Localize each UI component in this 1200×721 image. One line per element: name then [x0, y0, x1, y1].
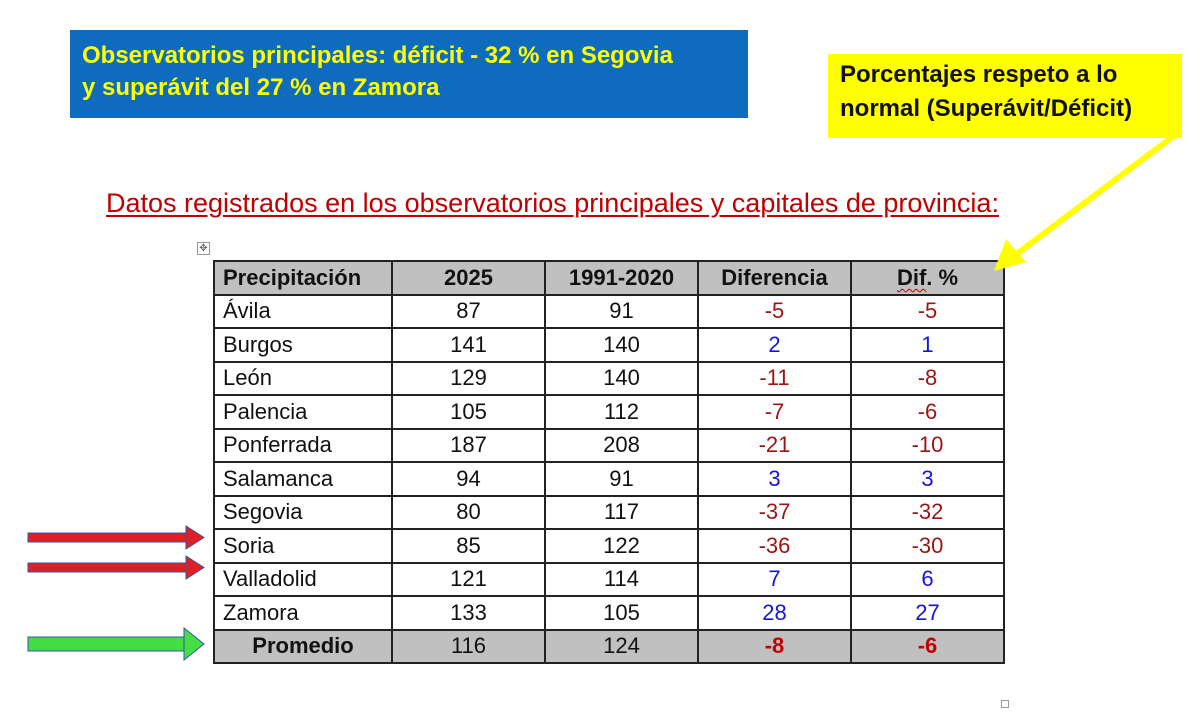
value-dif-pct: 27 [851, 596, 1004, 630]
value-diferencia: -7 [698, 395, 851, 429]
value-2025: 141 [392, 328, 545, 362]
value-normal: 105 [545, 596, 698, 630]
value-normal: 91 [545, 295, 698, 329]
value-diferencia: -21 [698, 429, 851, 463]
note-line-2: normal (Superávit/Déficit) [840, 95, 1133, 122]
value-dif-pct: 6 [851, 563, 1004, 597]
value-dif-pct: 3 [851, 462, 1004, 496]
value-dif-pct: -5 [851, 295, 1004, 329]
average-dif-pct: -6 [851, 630, 1004, 664]
station-name: Zamora [214, 596, 392, 630]
value-diferencia: 7 [698, 563, 851, 597]
value-dif-pct: -10 [851, 429, 1004, 463]
value-dif-pct: -32 [851, 496, 1004, 530]
table-subtitle: Datos registrados en los observatorios principales y capitales de provincia: [106, 188, 999, 218]
value-diferencia: 2 [698, 328, 851, 362]
value-diferencia: -11 [698, 362, 851, 396]
deficit-arrow-icon-segovia [28, 526, 204, 549]
note-line-1: Porcentajes respeto a lo [840, 61, 1118, 88]
average-label: Promedio [214, 630, 392, 664]
value-dif-pct: -6 [851, 395, 1004, 429]
header-2025: 2025 [392, 261, 545, 295]
value-diferencia: 28 [698, 596, 851, 630]
value-diferencia: 3 [698, 462, 851, 496]
station-name: Ponferrada [214, 429, 392, 463]
headline-line-2: y superávit del 27 % en Zamora [82, 74, 440, 101]
value-normal: 117 [545, 496, 698, 530]
value-diferencia: -37 [698, 496, 851, 530]
value-dif-pct: -8 [851, 362, 1004, 396]
value-normal: 122 [545, 529, 698, 563]
value-2025: 87 [392, 295, 545, 329]
header-dif-prefix: Dif [896, 264, 927, 290]
header-dif-suffix: . % [926, 264, 959, 290]
value-diferencia: -36 [698, 529, 851, 563]
value-normal: 208 [545, 429, 698, 463]
value-2025: 129 [392, 362, 545, 396]
surplus-arrow-icon-zamora [28, 628, 204, 660]
station-name: Valladolid [214, 563, 392, 597]
value-2025: 133 [392, 596, 545, 630]
value-2025: 80 [392, 496, 545, 530]
average-diferencia: -8 [698, 630, 851, 664]
value-2025: 187 [392, 429, 545, 463]
value-2025: 94 [392, 462, 545, 496]
station-name: Salamanca [214, 462, 392, 496]
deficit-arrow-icon-soria [28, 556, 204, 579]
value-normal: 112 [545, 395, 698, 429]
value-2025: 105 [392, 395, 545, 429]
value-normal: 140 [545, 328, 698, 362]
value-normal: 91 [545, 462, 698, 496]
average-normal: 124 [545, 630, 698, 664]
station-name: Ávila [214, 295, 392, 329]
value-dif-pct: 1 [851, 328, 1004, 362]
headline-line-1: Observatorios principales: déficit - 32 % en Segovia [82, 42, 673, 69]
table-move-handle-icon[interactable]: ✥ [197, 242, 210, 255]
station-name: León [214, 362, 392, 396]
value-2025: 121 [392, 563, 545, 597]
station-name: Palencia [214, 395, 392, 429]
average-2025: 116 [392, 630, 545, 664]
station-name: Soria [214, 529, 392, 563]
station-name: Burgos [214, 328, 392, 362]
station-name: Segovia [214, 496, 392, 530]
value-normal: 114 [545, 563, 698, 597]
value-normal: 140 [545, 362, 698, 396]
callout-arrow-icon [994, 135, 1175, 271]
value-2025: 85 [392, 529, 545, 563]
header-diferencia: Diferencia [698, 261, 851, 295]
value-dif-pct: -30 [851, 529, 1004, 563]
value-diferencia: -5 [698, 295, 851, 329]
header-precipitacion: Precipitación [214, 261, 392, 295]
header-1991-2020: 1991-2020 [545, 261, 698, 295]
